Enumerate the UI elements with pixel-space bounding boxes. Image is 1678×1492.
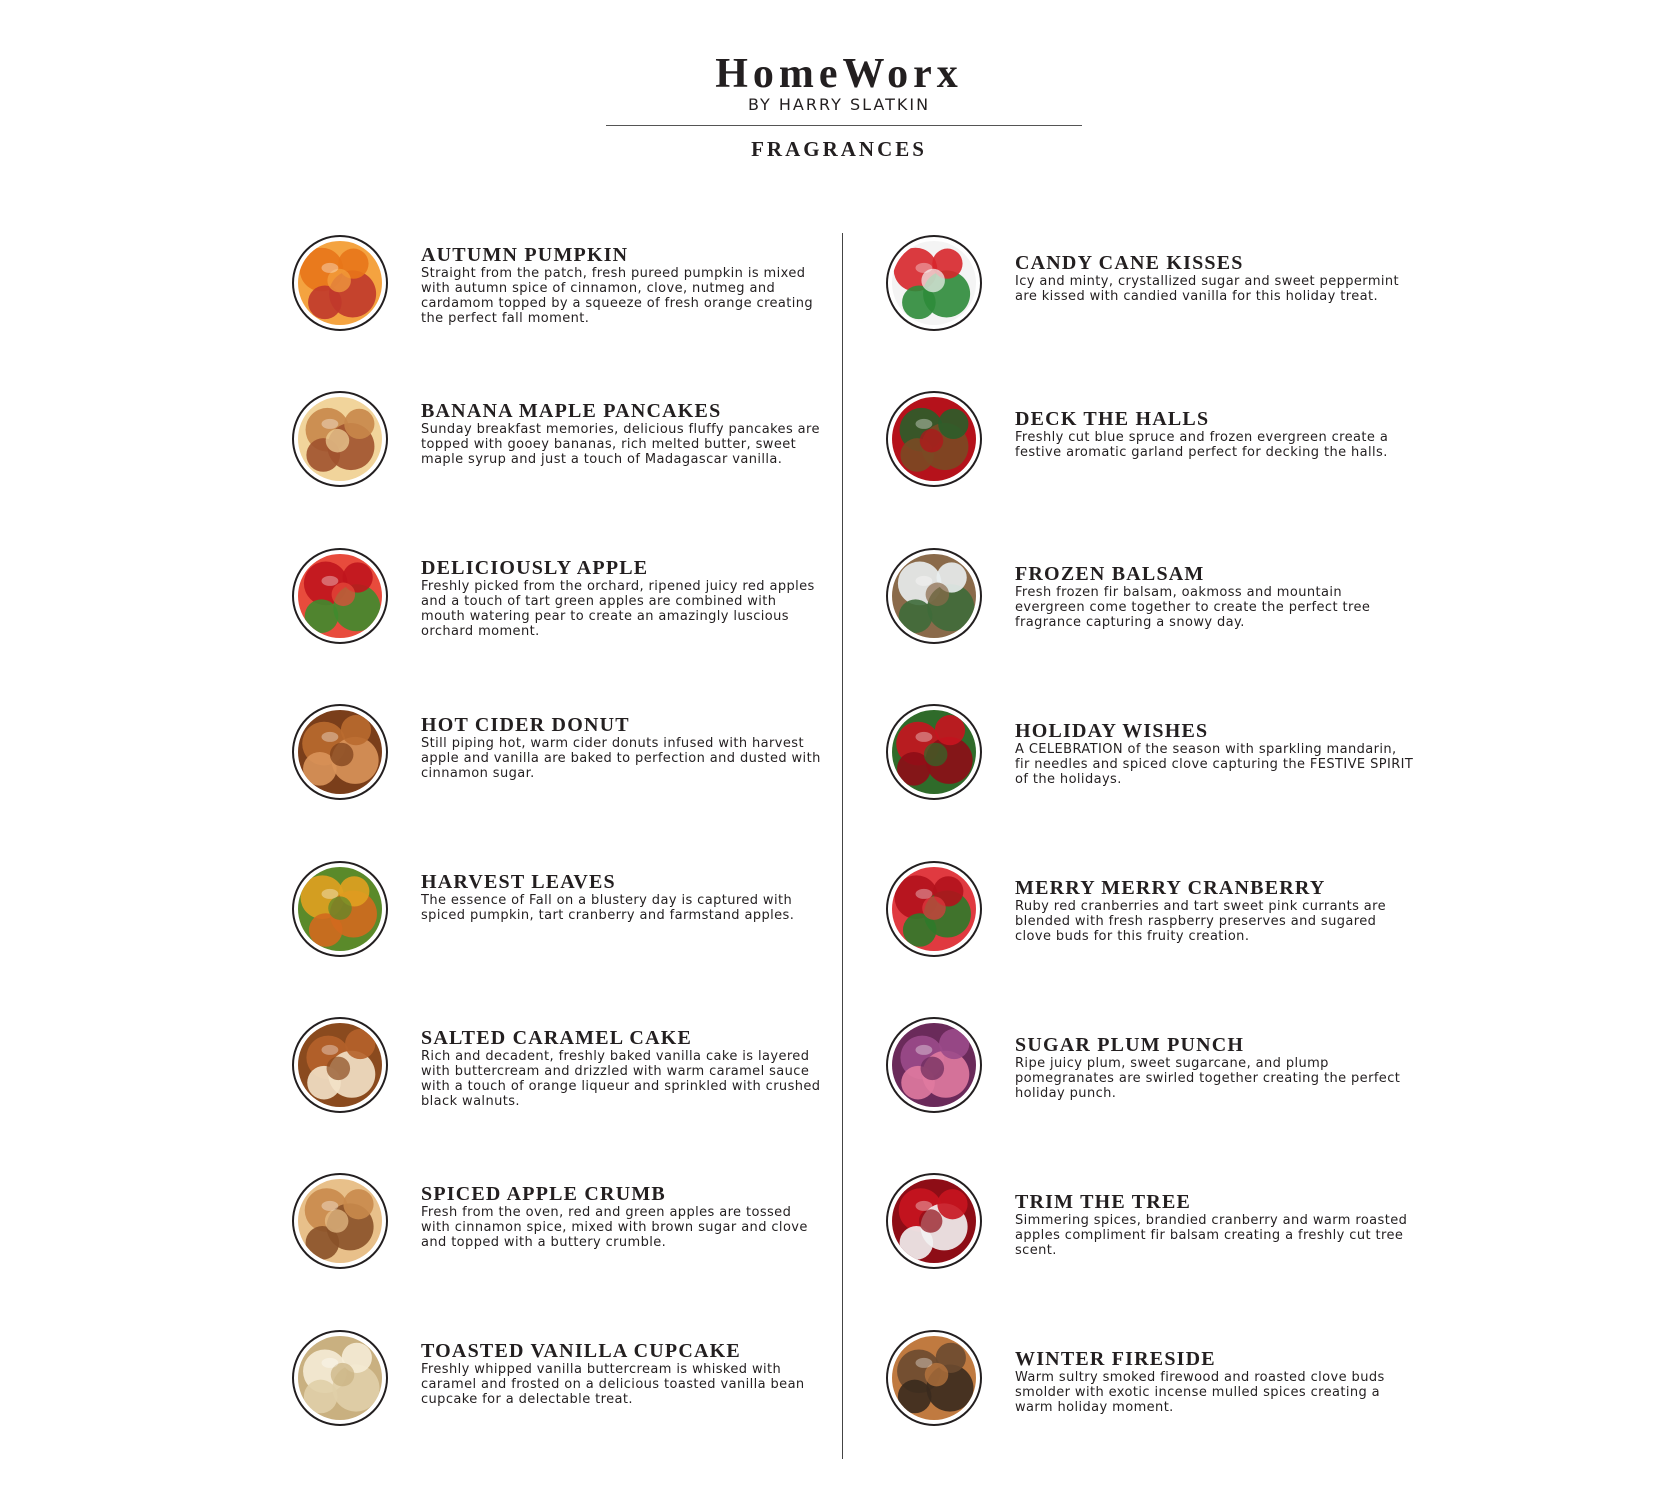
fragrance-name: HARVEST LEAVES — [421, 871, 616, 893]
donut-icon — [298, 710, 382, 794]
fragrance-thumbnail — [292, 391, 388, 487]
fragrance-item — [292, 391, 852, 499]
fragrance-name: FROZEN BALSAM — [1015, 563, 1205, 585]
fragrance-name: MERRY MERRY CRANBERRY — [1015, 877, 1326, 899]
brand-byline: BY HARRY SLATKIN — [747, 95, 931, 114]
fragrance-description: Straight from the patch, fresh pureed pumpkin is mixed with autumn spice of cinnamon, clove, nutmeg and cardamom topped by a squeeze of fresh orange creating the perfect fall moment. — [421, 266, 814, 326]
poinsettia-icon — [892, 710, 976, 794]
fragrance-item — [292, 548, 852, 656]
fragrance-name: TOASTED VANILLA CUPCAKE — [421, 1340, 741, 1362]
fragrance-description: Warm sultry smoked firewood and roasted clove buds smolder with exotic incense mulled spices creating a warm holiday moment. — [1015, 1370, 1385, 1415]
fragrance-thumbnail — [292, 1017, 388, 1113]
fragrance-name: BANANA MAPLE PANCAKES — [421, 400, 722, 422]
fragrance-item — [886, 1173, 1446, 1281]
cake-icon — [298, 1023, 382, 1107]
fragrance-name: SALTED CARAMEL CAKE — [421, 1027, 693, 1049]
firewood-icon — [892, 1336, 976, 1420]
fragrance-name: DELICIOUSLY APPLE — [421, 557, 649, 579]
fragrance-item — [292, 1330, 852, 1438]
fragrance-description: Freshly picked from the orchard, ripened juicy red apples and a touch of tart green apples are combined with mouth watering pear to create an amazingly luscious orchard moment. — [421, 579, 815, 639]
fragrance-description: Ruby red cranberries and tart sweet pink currants are blended with fresh raspberry preserves and sugared clove buds for this fruity creation. — [1015, 899, 1387, 944]
fragrance-item — [886, 704, 1446, 812]
cranberry-icon — [892, 867, 976, 951]
fragrance-description: Fresh frozen fir balsam, oakmoss and mountain evergreen come together to create the perfect tree fragrance capturing a snowy day. — [1015, 585, 1371, 630]
fragrance-item — [292, 235, 852, 343]
fragrance-thumbnail — [886, 1173, 982, 1269]
header-divider — [606, 125, 1082, 126]
fragrance-item — [886, 1017, 1446, 1125]
fragrance-thumbnail — [886, 1017, 982, 1113]
fragrance-description: Simmering spices, brandied cranberry and warm roasted apples compliment fir balsam creating a freshly cut tree scent. — [1015, 1213, 1408, 1258]
fragrance-thumbnail — [886, 391, 982, 487]
fragrance-description: Icy and minty, crystallized sugar and sweet peppermint are kissed with candied vanilla for this holiday treat. — [1015, 274, 1400, 304]
fragrance-thumbnail — [292, 235, 388, 331]
fragrance-name: WINTER FIRESIDE — [1015, 1348, 1216, 1370]
fragrance-description: Rich and decadent, freshly baked vanilla cake is layered with buttercream and drizzled with warm caramel sauce with a touch of orange liqueur and sprinkled with crushed black walnuts. — [421, 1049, 821, 1109]
fragrance-name: DECK THE HALLS — [1015, 408, 1210, 430]
plum-icon — [892, 1023, 976, 1107]
fragrance-description: Still piping hot, warm cider donuts infused with harvest apple and vanilla are baked to perfection and dusted with cinnamon sugar. — [421, 736, 821, 781]
fragrance-description: Ripe juicy plum, sweet sugarcane, and plump pomegranates are swirled together creating the perfect holiday punch. — [1015, 1056, 1401, 1101]
fragrance-name: SPICED APPLE CRUMB — [421, 1183, 666, 1205]
section-title: FRAGRANCES — [751, 137, 927, 161]
fragrance-thumbnail — [292, 548, 388, 644]
fragrance-description: The essence of Fall on a blustery day is captured with spiced pumpkin, tart cranberry and farmstand apples. — [421, 893, 795, 923]
fragrance-description: A CELEBRATION of the season with sparkling mandarin, fir needles and spiced clove capturing the FESTIVE SPIRIT of the holidays. — [1015, 742, 1414, 787]
ornament-icon — [892, 1179, 976, 1263]
fragrance-item — [886, 548, 1446, 656]
fragrance-item — [292, 704, 852, 812]
pumpkin-icon — [298, 241, 382, 325]
brand-name: HomeWorx — [715, 51, 963, 97]
fragrance-thumbnail — [886, 235, 982, 331]
fragrance-thumbnail — [292, 1330, 388, 1426]
fragrance-item — [886, 1330, 1446, 1438]
fragrance-thumbnail — [292, 1173, 388, 1269]
fragrance-name: SUGAR PLUM PUNCH — [1015, 1034, 1245, 1056]
fragrance-thumbnail — [886, 861, 982, 957]
cupcake-icon — [298, 1336, 382, 1420]
fragrance-item — [886, 391, 1446, 499]
fragrance-name: HOT CIDER DONUT — [421, 714, 630, 736]
apple-icon — [298, 554, 382, 638]
fragrance-thumbnail — [886, 548, 982, 644]
fragrance-item — [886, 861, 1446, 969]
pancakes-icon — [298, 397, 382, 481]
fragrance-item — [292, 861, 852, 969]
fragrance-name: AUTUMN PUMPKIN — [421, 244, 629, 266]
frosted-pinecone-icon — [892, 554, 976, 638]
fragrance-item — [292, 1173, 852, 1281]
fragrance-description: Fresh from the oven, red and green apples are tossed with cinnamon spice, mixed with brown sugar and clove and topped with a buttery crumble. — [421, 1205, 808, 1250]
fragrance-name: TRIM THE TREE — [1015, 1191, 1192, 1213]
brand-logo — [0, 50, 1678, 98]
fragrance-item — [886, 235, 1446, 343]
fragrance-item — [292, 1017, 852, 1125]
fragrance-name: CANDY CANE KISSES — [1015, 252, 1244, 274]
crumb-icon — [298, 1179, 382, 1263]
fragrance-thumbnail — [292, 861, 388, 957]
fragrance-name: HOLIDAY WISHES — [1015, 720, 1209, 742]
pinecone-icon — [892, 397, 976, 481]
leaf-icon — [298, 867, 382, 951]
fragrance-thumbnail — [886, 1330, 982, 1426]
fragrance-description: Sunday breakfast memories, delicious fluffy pancakes are topped with gooey bananas, rich melted butter, sweet maple syrup and just a touch of Madagascar vanilla. — [421, 422, 820, 467]
fragrance-thumbnail — [886, 704, 982, 800]
fragrance-description: Freshly cut blue spruce and frozen evergreen create a festive aromatic garland perfect for decking the halls. — [1015, 430, 1389, 460]
peppermint-icon — [892, 241, 976, 325]
fragrance-description: Freshly whipped vanilla buttercream is whisked with caramel and frosted on a delicious toasted vanilla bean cupcake for a delectable treat. — [421, 1362, 805, 1407]
fragrance-thumbnail — [292, 704, 388, 800]
